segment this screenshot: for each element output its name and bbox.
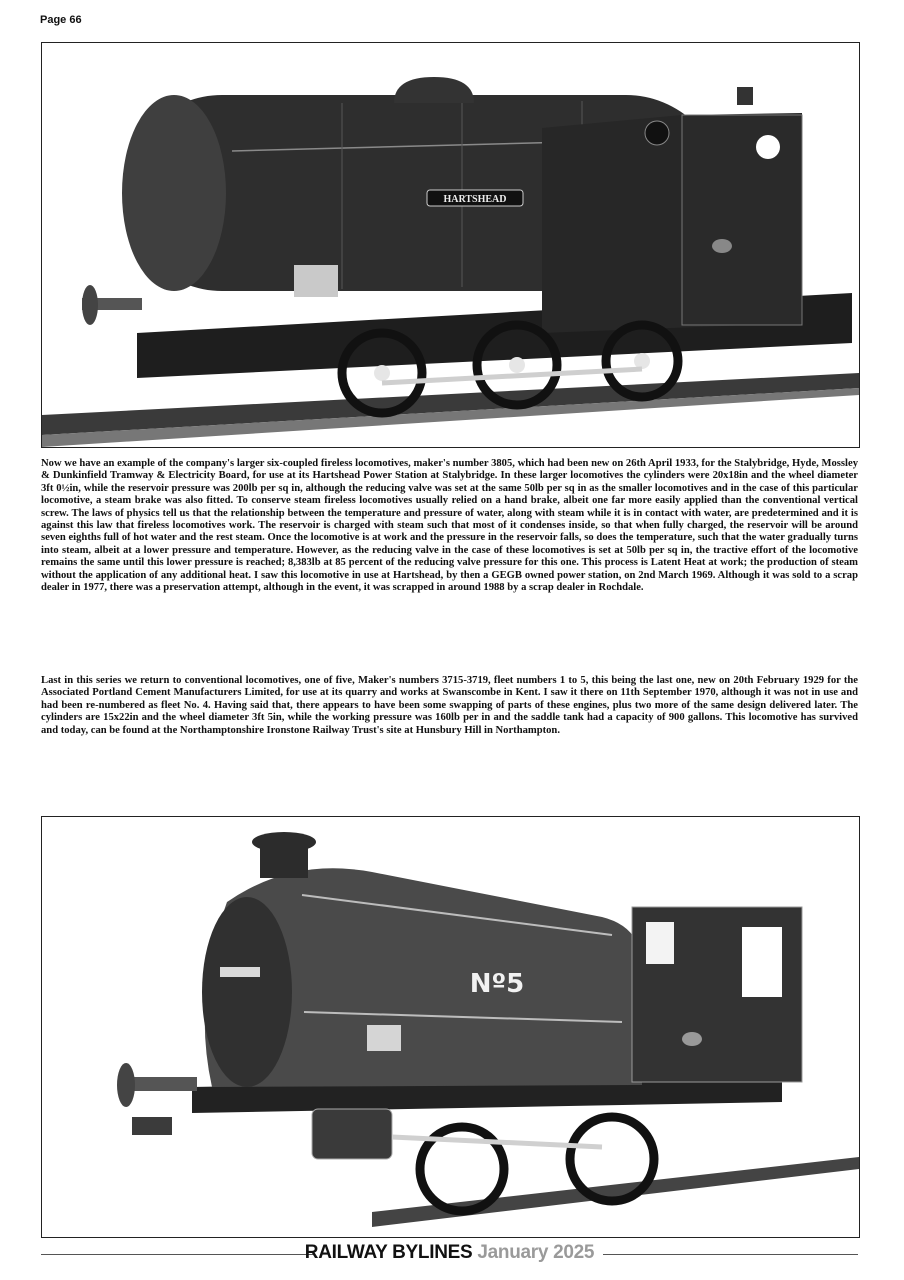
footer-title: [41, 1242, 858, 1264]
photo-fireless-locomotive: [41, 42, 860, 448]
nameplate-text: HARTSHEAD: [443, 194, 507, 205]
issue-date: January 2025: [477, 1242, 595, 1263]
article-paragraph-2: Last in this series we return to conventional locomotives, one of five, Maker's numbers 3715-3719, fleet numbers 1 to 5, this being the last one, new on 20th February 1929 for the Associated Portland Cement Manufacturers Limited, for use at its quarry and works at Swanscombe in Kent. I saw it there on 11th September 1970, although it was not in use and had been re-numbered as fleet No. 4. Having said that, there appears to have been some swapping of parts of these engines, plus two more of the same design delivered later. The cylinders are 15x22in and the wheel diameter 3ft 5in, while the working pressure was 160lb per in and the saddle tank had a capacity of 900 gallons. This locomotive has survived and today, can be found at the Northamptonshire Ironstone Railway Trust's site at Hunsbury Hill in Northampton.: [41, 675, 858, 736]
article-paragraph-1: Now we have an example of the company's larger six-coupled fireless locomotives, maker's number 3805, which had been new on 26th April 1933, for the Stalybridge, Hyde, Mossley & Dunkinfield Tramway & Electricity Board, for use at its Hartshead Power Station at Stalybridge. In these larger locomotives the cylinders were 20x18in and the wheel diameter 3ft 0½in, while the reservoir pressure was 200lb per sq in, although the reducing valve was set at the same 50lb per sq in as the smaller locomotives and in the case of this particular locomotive, a steam brake was also fitted. To conserve steam fireless locomotives usually relied on a hand brake, albeit one far more easily applied than the conventional vertical screw. The laws of physics tell us that the relationship between the temperature and pressure of water, along with steam while it is in contact with water, are predetermined and it is against this law that fireless locomotives work. The reservoir is charged with steam such that most of it condenses inside, so that when fully charged, the reservoir will be around seven eighths full of hot water and the rest steam. Once the locomotive is at work and the pressure in the reservoir falls, so does the temperature, such that the water gradually turns into steam, albeit at a lower pressure and temperature. However, as the reducing valve in the case of these locomotives is set at 50lb per sq in, the tractive effort of the locomotive remains the same until this lower pressure is reached; 8,383lb at 85 percent of the reducing valve pressure for this one. This process is Latent Heat at work; the production of steam without the application of any additional heat. I saw this locomotive in use at Hartshead, by then a GEGB owned power station, on 2nd March 1969. Although it was sold to a scrap dealer in 1977, there was a preservation attempt, although in the event, it was scrapped in around 1988 by a scrap dealer in Rochdale.: [41, 458, 858, 594]
magazine-name: RAILWAY BYLINES: [304, 1242, 473, 1263]
fireless-locomotive-illustration: [42, 43, 859, 447]
page-number: Page 66: [40, 14, 82, 26]
saddle-tank-locomotive-illustration: [42, 817, 859, 1237]
number-plate-text: Nº5: [469, 969, 525, 999]
photo-saddle-tank-locomotive: [41, 816, 860, 1238]
footer: [41, 1242, 858, 1266]
